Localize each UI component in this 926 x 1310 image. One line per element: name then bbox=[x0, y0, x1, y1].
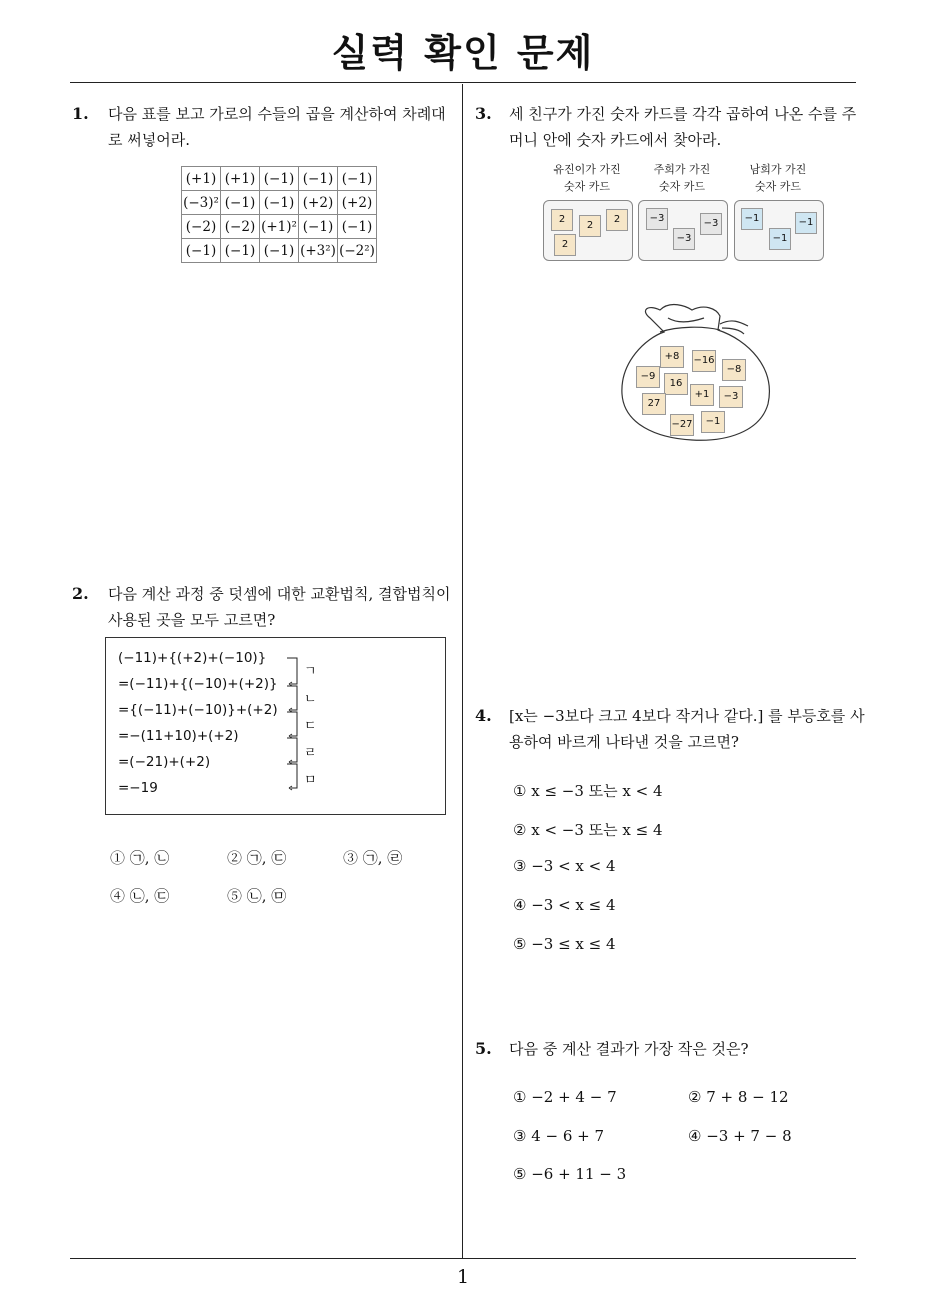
pouch-card: +8 bbox=[660, 346, 684, 368]
table-cell: (+1) bbox=[182, 167, 221, 191]
pouch-card: −1 bbox=[701, 411, 725, 433]
card-caption bbox=[632, 161, 732, 195]
calc-line: =−19 bbox=[118, 780, 158, 796]
choice-3[interactable]: ③ 4 − 6 + 7 bbox=[513, 1127, 605, 1145]
question-number: 5. bbox=[475, 1039, 492, 1058]
calc-line: =(−11)+{(−10)+(+2)} bbox=[118, 676, 278, 692]
table-row bbox=[182, 215, 377, 239]
question-number: 3. bbox=[475, 104, 492, 123]
choice-3[interactable]: ③ −3 < x < 4 bbox=[513, 857, 616, 875]
question-5 bbox=[475, 1036, 865, 1062]
table-cell: (−1) bbox=[221, 239, 260, 263]
pouch-card: 16 bbox=[664, 373, 688, 395]
table-cell: (+2) bbox=[299, 191, 338, 215]
table-cell: (−1) bbox=[338, 215, 377, 239]
number-card: 2 bbox=[551, 209, 573, 231]
choice-1[interactable]: ① −2 + 4 − 7 bbox=[513, 1088, 617, 1106]
footer-rule bbox=[70, 1258, 856, 1259]
table-cell: (−1) bbox=[260, 239, 299, 263]
table-cell: (−1) bbox=[299, 167, 338, 191]
calc-line: ={(−11)+(−10)}+(+2) bbox=[118, 702, 278, 718]
card-group-yujin bbox=[543, 200, 633, 261]
calc-line: =−(11+10)+(+2) bbox=[118, 728, 239, 744]
step-label: ㄹ bbox=[304, 746, 317, 761]
number-card: −1 bbox=[795, 212, 817, 234]
choice-2[interactable]: ② ㉠, ㉢ bbox=[227, 849, 287, 867]
calc-line: =(−21)+(+2) bbox=[118, 754, 211, 770]
choice-2[interactable]: ② x < −3 또는 x ≤ 4 bbox=[513, 821, 663, 839]
calculation-box bbox=[105, 637, 446, 815]
number-card: −3 bbox=[646, 208, 668, 230]
number-card: −1 bbox=[741, 208, 763, 230]
table-cell: (+1)² bbox=[260, 215, 299, 239]
pouch-card: −27 bbox=[670, 414, 694, 436]
page-number: 1 bbox=[456, 1266, 470, 1288]
pouch-card: +1 bbox=[690, 384, 714, 406]
table-cell: (−1) bbox=[299, 215, 338, 239]
table-cell: (−1) bbox=[260, 167, 299, 191]
table-cell: (−3)² bbox=[182, 191, 221, 215]
pouch-card: −8 bbox=[722, 359, 746, 381]
step-label: ㅁ bbox=[304, 773, 317, 788]
calc-line: (−11)+{(+2)+(−10)} bbox=[118, 650, 267, 666]
number-card: −1 bbox=[769, 228, 791, 250]
header-rule bbox=[70, 82, 856, 83]
pouch-card: 27 bbox=[642, 393, 666, 415]
question-3 bbox=[475, 101, 865, 153]
caption-line: 유진이가 가진 bbox=[553, 163, 621, 176]
page-title: 실력 확인 문제 bbox=[331, 31, 595, 75]
table-cell: (−1) bbox=[260, 191, 299, 215]
question-text: [x는 −3보다 크고 4보다 작거나 같다.] 를 부등호를 사용하여 바르게 나타낸 것을 고르면? bbox=[509, 707, 865, 751]
number-card: 2 bbox=[554, 234, 576, 256]
choice-4[interactable]: ④ ㉡, ㉢ bbox=[110, 887, 170, 905]
choice-5[interactable]: ⑤ −6 + 11 − 3 bbox=[513, 1165, 627, 1183]
card-group-namhee bbox=[734, 200, 824, 261]
caption-line: 숫자 카드 bbox=[658, 180, 705, 193]
caption-line: 남희가 가진 bbox=[749, 163, 807, 176]
pouch-card: −16 bbox=[692, 350, 716, 372]
caption-line: 숫자 카드 bbox=[563, 180, 610, 193]
question-number: 4. bbox=[475, 706, 492, 725]
choice-5[interactable]: ⑤ ㉡, ㉤ bbox=[227, 887, 287, 905]
pouch-card: −9 bbox=[636, 366, 660, 388]
number-card: 2 bbox=[579, 215, 601, 237]
question-number: 1. bbox=[72, 104, 89, 123]
choice-2[interactable]: ② 7 + 8 − 12 bbox=[688, 1088, 789, 1106]
question-1 bbox=[72, 101, 458, 153]
table-cell: (+2) bbox=[338, 191, 377, 215]
table-cell: (−2) bbox=[221, 215, 260, 239]
table-cell: (−1) bbox=[221, 191, 260, 215]
question-text: 세 친구가 가진 숫자 카드를 각각 곱하여 나온 수를 주머니 안에 숫자 카드에서 찾아라. bbox=[509, 105, 857, 149]
caption-line: 숫자 카드 bbox=[754, 180, 801, 193]
table-cell: (−1) bbox=[338, 167, 377, 191]
question-text: 다음 중 계산 결과가 가장 작은 것은? bbox=[509, 1040, 749, 1058]
choice-5[interactable]: ⑤ −3 ≤ x ≤ 4 bbox=[513, 935, 616, 953]
number-card: −3 bbox=[700, 213, 722, 235]
question-4 bbox=[475, 703, 865, 755]
question-text: 다음 표를 보고 가로의 수들의 곱을 계산하여 차례대로 써넣어라. bbox=[108, 105, 446, 149]
table-row bbox=[182, 191, 377, 215]
step-label: ㄱ bbox=[304, 664, 317, 679]
table-row bbox=[182, 239, 377, 263]
card-group-juhee bbox=[638, 200, 728, 261]
table-cell: (−2) bbox=[182, 215, 221, 239]
caption-line: 주희가 가진 bbox=[653, 163, 711, 176]
pouch-card: −3 bbox=[719, 386, 743, 408]
choice-4[interactable]: ④ −3 + 7 − 8 bbox=[688, 1127, 792, 1145]
card-caption bbox=[728, 161, 828, 195]
table-cell: (+3²) bbox=[299, 239, 338, 263]
choice-1[interactable]: ① x ≤ −3 또는 x < 4 bbox=[513, 782, 663, 800]
question-number: 2. bbox=[72, 584, 89, 603]
choice-3[interactable]: ③ ㉠, ㉣ bbox=[343, 849, 403, 867]
table-cell: (−1) bbox=[182, 239, 221, 263]
table-row bbox=[182, 167, 377, 191]
number-table bbox=[181, 166, 377, 263]
table-cell: (−2²) bbox=[338, 239, 377, 263]
question-text: 다음 계산 과정 중 덧셈에 대한 교환법칙, 결합법칙이 사용된 곳을 모두 고르면? bbox=[108, 585, 451, 629]
table-cell: (+1) bbox=[221, 167, 260, 191]
step-label: ㄷ bbox=[304, 719, 317, 734]
question-2 bbox=[72, 581, 458, 633]
choice-1[interactable]: ① ㉠, ㉡ bbox=[110, 849, 170, 867]
card-caption bbox=[537, 161, 637, 195]
step-label: ㄴ bbox=[304, 692, 317, 707]
number-card: −3 bbox=[673, 228, 695, 250]
choice-4[interactable]: ④ −3 < x ≤ 4 bbox=[513, 896, 616, 914]
number-card: 2 bbox=[606, 209, 628, 231]
column-divider bbox=[462, 84, 463, 1258]
